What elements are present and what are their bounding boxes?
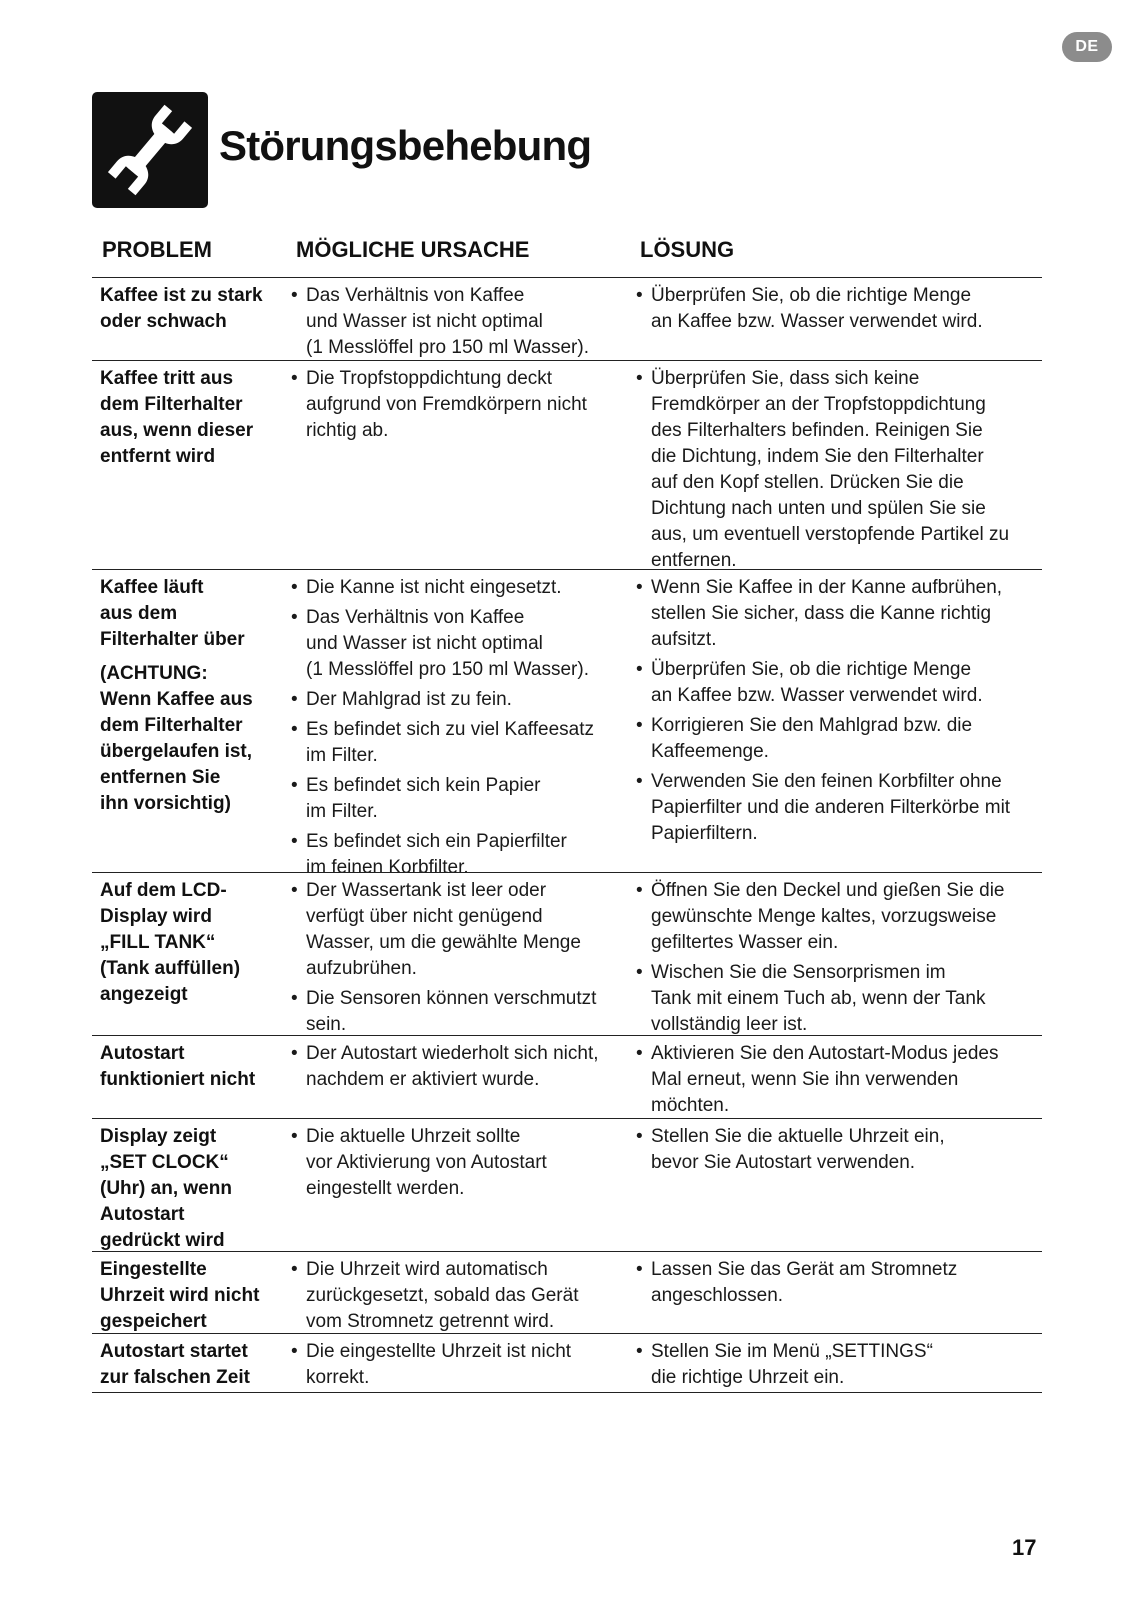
solution-item (636, 1339, 1036, 1391)
column-gap (623, 278, 626, 280)
solution-item-line: vollständig leer ist. (651, 1014, 808, 1035)
solution-item-line: • Aktivieren Sie den Autostart-Modus jedes (651, 1043, 999, 1064)
solution-item-line: gewünschte Menge kaltes, vorzugsweise (651, 906, 997, 927)
solution-item-line: Kaffeemenge. (651, 741, 769, 762)
problem-line: Filterhalter über (100, 629, 245, 650)
problem-line: Eingestellte (100, 1259, 207, 1280)
solution-item-line: • Wischen Sie die Sensorprismen im (651, 962, 946, 983)
cause-item-line: • Die Kanne ist nicht eingesetzt. (306, 577, 562, 598)
cause-item-line: (1 Messlöffel pro 150 ml Wasser). (306, 337, 589, 358)
solution-cell (636, 878, 1036, 1042)
cause-item-line: und Wasser ist nicht optimal (306, 311, 543, 332)
solution-item-line: • Stellen Sie die aktuelle Uhrzeit ein, (651, 1126, 945, 1147)
problem-line: dem Filterhalter (100, 394, 243, 415)
solution-item-line: möchten. (651, 1095, 730, 1116)
page-title: Störungsbehebung (219, 122, 592, 169)
solution-item-line: Dichtung nach unten und spülen Sie sie (651, 498, 986, 519)
problem-cell (100, 878, 290, 1008)
cause-item-line: richtig ab. (306, 420, 389, 441)
solution-item (636, 1257, 1036, 1309)
solution-cell (636, 1339, 1036, 1395)
table-row (92, 872, 1042, 1035)
problem-line: Autostart startet (100, 1341, 248, 1362)
problem-line: funktioniert nicht (100, 1069, 256, 1090)
solution-item (636, 713, 1036, 765)
problem-line: Display wird (100, 906, 212, 927)
solution-item-line: Papierfiltern. (651, 823, 758, 844)
column-gap (623, 1036, 626, 1038)
solution-cell (636, 283, 1036, 339)
problem-cell (100, 1124, 290, 1254)
table-row (92, 1035, 1042, 1118)
table-row (92, 1251, 1042, 1333)
solution-item-line: gefiltertes Wasser ein. (651, 932, 839, 953)
column-gap (623, 1119, 626, 1121)
column-gap (623, 1252, 626, 1254)
problem-line: Kaffee tritt aus (100, 368, 234, 389)
solution-item-line: bevor Sie Autostart verwenden. (651, 1152, 916, 1173)
cause-item-line: nachdem er aktiviert wurde. (306, 1069, 540, 1090)
cause-item-line: zurückgesetzt, sobald das Gerät (306, 1285, 579, 1306)
cause-item-line: • Die Uhrzeit wird automatisch (306, 1259, 548, 1280)
cause-item-line: und Wasser ist nicht optimal (306, 633, 543, 654)
problem-line: Autostart (100, 1204, 185, 1225)
solution-item-line: • Überprüfen Sie, ob die richtige Menge (651, 659, 972, 680)
solution-item (636, 1041, 1036, 1119)
language-badge: DE (1062, 32, 1112, 62)
cause-item-line: korrekt. (306, 1367, 370, 1388)
problem-cell (100, 366, 290, 470)
cause-item-line: im Filter. (306, 801, 378, 822)
column-gap (623, 361, 626, 363)
problem-line: angezeigt (100, 984, 188, 1005)
problem-line: gespeichert (100, 1311, 207, 1332)
solution-item-line: an Kaffee bzw. Wasser verwendet wird. (651, 685, 983, 706)
problem-line: Auf dem LCD- (100, 880, 227, 901)
problem-note-line: Wenn Kaffee aus (100, 689, 253, 710)
solution-item (636, 878, 1036, 956)
solution-item-line: entfernen. (651, 550, 737, 571)
cause-item-line: • Es befindet sich zu viel Kaffeesatz (306, 719, 594, 740)
header-cause: MÖGLICHE URSACHE (296, 237, 530, 262)
solution-cell (636, 575, 1036, 851)
solution-item-line: die Dichtung, indem Sie den Filterhalter (651, 446, 984, 467)
problem-line: aus dem (100, 603, 178, 624)
problem-line: (Tank auffüllen) (100, 958, 241, 979)
solution-item (636, 769, 1036, 847)
table-row (92, 1333, 1042, 1393)
problem-note-line: (ACHTUNG: (100, 663, 208, 684)
problem-line: Kaffee läuft (100, 577, 204, 598)
solution-item-line: an Kaffee bzw. Wasser verwendet wird. (651, 311, 983, 332)
solution-cell (636, 1257, 1036, 1313)
problem-cell (100, 1041, 290, 1093)
problem-note-line: entfernen Sie (100, 767, 221, 788)
cause-item-line: • Der Autostart wiederholt sich nicht, (306, 1043, 599, 1064)
solution-item-line: • Verwenden Sie den feinen Korbfilter ohne (651, 771, 1002, 792)
solution-item-line: stellen Sie sicher, dass die Kanne richtig (651, 603, 992, 624)
cause-item-line: vor Aktivierung von Autostart (306, 1152, 547, 1173)
cause-item-line: • Es befindet sich kein Papier (306, 775, 541, 796)
problem-line: Kaffee ist zu stark (100, 285, 263, 306)
cause-item-line: verfügt über nicht genügend (306, 906, 543, 927)
problem-cell (100, 575, 290, 817)
solution-item-line: aufsitzt. (651, 629, 717, 650)
solution-cell (636, 1041, 1036, 1123)
table-row (92, 569, 1042, 878)
cause-item-line: im feinen Korbfilter. (306, 857, 469, 878)
solution-item (636, 657, 1036, 709)
solution-item-line: • Überprüfen Sie, ob die richtige Menge (651, 285, 972, 306)
problem-line: „SET CLOCK“ (100, 1152, 229, 1173)
solution-item (636, 960, 1036, 1038)
cause-item-line: eingestellt werden. (306, 1178, 465, 1199)
solution-item-line: des Filterhalters befinden. Reinigen Sie (651, 420, 983, 441)
solution-item (636, 283, 1036, 335)
cause-item-line: aufzubrühen. (306, 958, 417, 979)
cause-item-line: • Die Sensoren können verschmutzt (306, 988, 597, 1009)
problem-cell (100, 1339, 290, 1391)
problem-note-line: ihn vorsichtig) (100, 793, 231, 814)
solution-item-line: die richtige Uhrzeit ein. (651, 1367, 845, 1388)
problem-line: oder schwach (100, 311, 227, 332)
solution-item-line: • Überprüfen Sie, dass sich keine (651, 368, 920, 389)
problem-line: zur falschen Zeit (100, 1367, 250, 1388)
table-row (92, 277, 1042, 360)
solution-item-line: • Lassen Sie das Gerät am Stromnetz (651, 1259, 958, 1280)
solution-item-line: auf den Kopf stellen. Drücken Sie die (651, 472, 964, 493)
table-row (92, 360, 1042, 569)
header-solution: LÖSUNG (640, 237, 735, 262)
cause-item-line: • Der Wassertank ist leer oder (306, 880, 547, 901)
cause-item-line: • Die aktuelle Uhrzeit sollte (306, 1126, 521, 1147)
problem-line: Uhrzeit wird nicht (100, 1285, 260, 1306)
problem-cell (100, 283, 290, 335)
troubleshooting-table (92, 277, 1042, 1393)
header-problem: PROBLEM (102, 237, 212, 262)
column-gap (623, 873, 626, 875)
cause-item-line: vom Stromnetz getrennt wird. (306, 1311, 555, 1332)
solution-item-line: • Wenn Sie Kaffee in der Kanne aufbrühen, (651, 577, 1003, 598)
solution-item-line: angeschlossen. (651, 1285, 784, 1306)
cause-item-line: aufgrund von Fremdkörpern nicht (306, 394, 587, 415)
solution-item-line: • Öffnen Sie den Deckel und gießen Sie die (651, 880, 1005, 901)
solution-item-line: Mal erneut, wenn Sie ihn verwenden (651, 1069, 959, 1090)
problem-line: Autostart (100, 1043, 185, 1064)
table-row (92, 1118, 1042, 1251)
cause-item-line: sein. (306, 1014, 347, 1035)
solution-item-line: • Stellen Sie im Menü „SETTINGS“ (651, 1341, 933, 1362)
problem-note-line: übergelaufen ist, (100, 741, 253, 762)
cause-item-line: Wasser, um die gewählte Menge (306, 932, 581, 953)
problem-line: „FILL TANK“ (100, 932, 216, 953)
page-number: 17 (1012, 1535, 1037, 1560)
wrench-icon (92, 92, 208, 208)
cause-item-line: im Filter. (306, 745, 378, 766)
solution-item (636, 1124, 1036, 1176)
cause-item-line: (1 Messlöffel pro 150 ml Wasser). (306, 659, 589, 680)
problem-line: aus, wenn dieser (100, 420, 254, 441)
solution-item (636, 575, 1036, 653)
problem-cell (100, 1257, 290, 1335)
problem-note (100, 661, 290, 817)
cause-item-line: • Es befindet sich ein Papierfilter (306, 831, 567, 852)
solution-cell (636, 1124, 1036, 1180)
problem-note-line: dem Filterhalter (100, 715, 243, 736)
cause-item-line: • Das Verhältnis von Kaffee (306, 285, 525, 306)
solution-item-line: • Korrigieren Sie den Mahlgrad bzw. die (651, 715, 973, 736)
solution-item-line: Fremdkörper an der Tropfstoppdichtung (651, 394, 986, 415)
cause-item-line: • Die Tropfstoppdichtung deckt (306, 368, 553, 389)
solution-item-line: Papierfilter und die anderen Filterkörbe mit (651, 797, 1011, 818)
problem-line: entfernt wird (100, 446, 216, 467)
column-gap (623, 570, 626, 572)
solution-item-line: Tank mit einem Tuch ab, wenn der Tank (651, 988, 986, 1009)
cause-item-line: • Die eingestellte Uhrzeit ist nicht (306, 1341, 572, 1362)
problem-line: gedrückt wird (100, 1230, 225, 1251)
solution-item-line: aus, um eventuell verstopfende Partikel zu (651, 524, 1010, 545)
problem-line: Display zeigt (100, 1126, 217, 1147)
column-gap (623, 1334, 626, 1336)
solution-item (636, 366, 1036, 574)
problem-line: (Uhr) an, wenn (100, 1178, 232, 1199)
cause-item-line: • Der Mahlgrad ist zu fein. (306, 689, 512, 710)
solution-cell (636, 366, 1036, 578)
cause-item-line: • Das Verhältnis von Kaffee (306, 607, 525, 628)
